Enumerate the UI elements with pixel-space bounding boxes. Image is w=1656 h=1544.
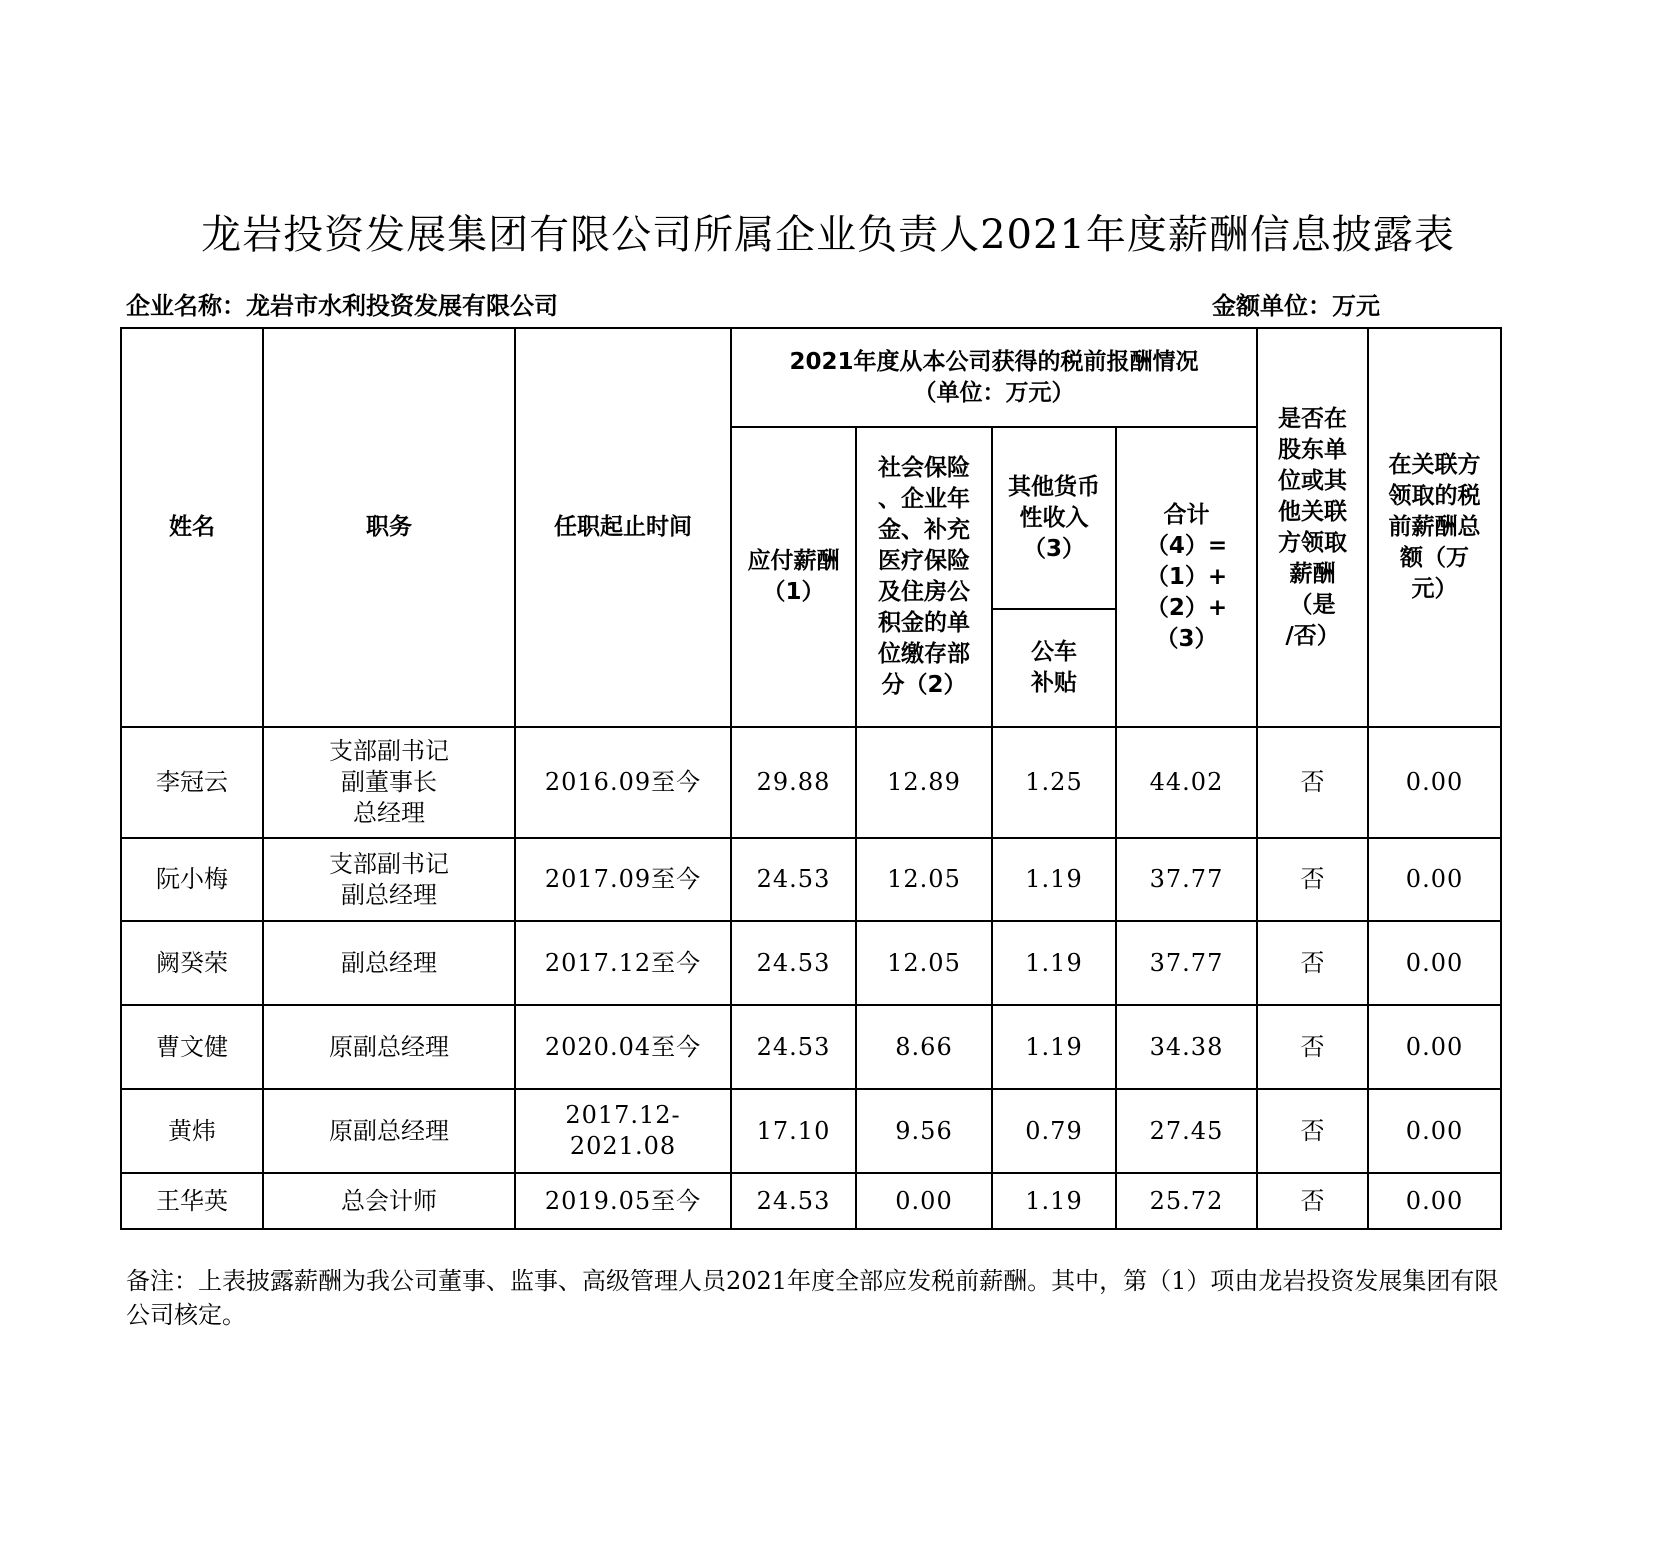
cell-line: 支部副书记 (329, 849, 449, 878)
cell-line: 在关联方 (1388, 452, 1481, 478)
header-row-1 (121, 328, 1501, 427)
cell-salary: 24.53 (731, 921, 856, 1005)
cell-shareholder-pay: 否 (1257, 1005, 1368, 1089)
cell-related-pay: 0.00 (1368, 1173, 1501, 1229)
cell-line: 副总经理 (341, 948, 437, 977)
cell-line: 是否在 (1278, 405, 1348, 432)
cell-shareholder-pay: 否 (1257, 727, 1368, 838)
table-row (121, 921, 1501, 1005)
cell-line: 他关联 (1278, 498, 1348, 525)
cell-name: 李冠云 (121, 727, 263, 838)
cell-line: 股东单 (1278, 436, 1348, 463)
cell-tenure: 2017.12至今 (515, 921, 731, 1005)
cell-line: 金、补充 (878, 517, 970, 543)
cell-line: 薪酬 (1289, 560, 1336, 587)
cell-line: 积金的单 (878, 610, 970, 636)
table-row (121, 1173, 1501, 1229)
cell-line: 位缴存部 (878, 641, 970, 667)
header-tenure: 任职起止时间 (515, 328, 731, 727)
table-body (121, 328, 1501, 1229)
cell-line: （单位：万元） (913, 379, 1075, 406)
cell-position (263, 921, 515, 1005)
cell-line: 位或其 (1278, 467, 1348, 494)
cell-line: 副总经理 (341, 880, 437, 909)
cell-line: 社会保险 (878, 455, 970, 481)
table-row (121, 727, 1501, 838)
header-salary (731, 427, 856, 727)
cell-salary: 24.53 (731, 838, 856, 921)
table-row (121, 1005, 1501, 1089)
header-pretax-group (731, 328, 1257, 427)
cell-line: 、企业年 (878, 486, 970, 512)
page-title: 龙岩投资发展集团有限公司所属企业负责人2021年度薪酬信息披露表 (201, 212, 1455, 258)
cell-car-allowance: 1.25 (992, 727, 1116, 838)
cell-line: 分（2） (881, 672, 967, 698)
cell-line: （是 (1289, 591, 1336, 618)
cell-salary: 17.10 (731, 1089, 856, 1173)
cell-name: 黄炜 (121, 1089, 263, 1173)
header-position: 职务 (263, 328, 515, 727)
cell-car-allowance: 1.19 (992, 838, 1116, 921)
amount-unit-label: 金额单位：万元 (1212, 292, 1380, 320)
company-name-label: 企业名称：龙岩市水利投资发展有限公司 (126, 292, 558, 320)
cell-line: （3） (1022, 535, 1085, 562)
cell-line: （2）+ (1145, 594, 1228, 621)
cell-line: 医疗保险 (878, 548, 970, 574)
cell-total: 34.38 (1116, 1005, 1257, 1089)
cell-line: /否） (1285, 622, 1340, 649)
cell-tenure: 2020.04至今 (515, 1005, 731, 1089)
header-shareholder-pay (1257, 328, 1368, 727)
footnote: 备注：上表披露薪酬为我公司董事、监事、高级管理人员2021年度全部应发税前薪酬。其中，第（1）项由龙岩投资发展集团有限公司核定。 (126, 1267, 1499, 1329)
cell-car-allowance: 1.19 (992, 921, 1116, 1005)
cell-shareholder-pay: 否 (1257, 1089, 1368, 1173)
cell-related-pay: 0.00 (1368, 727, 1501, 838)
cell-insurance: 12.89 (856, 727, 992, 838)
cell-total: 37.77 (1116, 921, 1257, 1005)
cell-line: 2021年度从本公司获得的税前报酬情况 (789, 348, 1199, 375)
cell-total: 27.45 (1116, 1089, 1257, 1173)
cell-line: 总经理 (353, 799, 425, 827)
cell-insurance: 12.05 (856, 921, 992, 1005)
cell-shareholder-pay: 否 (1257, 838, 1368, 921)
cell-line: 原副总经理 (329, 1032, 449, 1061)
cell-line: 性收入 (1019, 504, 1089, 531)
header-other-income (992, 427, 1116, 609)
cell-name: 阙癸荣 (121, 921, 263, 1005)
cell-line: 应付薪酬 (747, 548, 840, 574)
cell-line: （4）= (1145, 532, 1228, 559)
cell-line: 补贴 (1031, 670, 1077, 696)
cell-insurance: 9.56 (856, 1089, 992, 1173)
cell-insurance: 12.05 (856, 838, 992, 921)
cell-line: 原副总经理 (329, 1116, 449, 1145)
cell-car-allowance: 1.19 (992, 1005, 1116, 1089)
cell-salary: 29.88 (731, 727, 856, 838)
cell-line: 元） (1411, 576, 1458, 602)
cell-tenure: 2019.05至今 (515, 1173, 731, 1229)
cell-total: 37.77 (1116, 838, 1257, 921)
cell-position (263, 838, 515, 921)
cell-name: 阮小梅 (121, 838, 263, 921)
cell-name: 曹文健 (121, 1005, 263, 1089)
cell-related-pay: 0.00 (1368, 838, 1501, 921)
cell-line: （1）+ (1145, 563, 1228, 590)
cell-position (263, 1089, 515, 1173)
cell-related-pay: 0.00 (1368, 1089, 1501, 1173)
cell-related-pay: 0.00 (1368, 921, 1501, 1005)
header-total (1116, 427, 1257, 727)
cell-salary: 24.53 (731, 1173, 856, 1229)
cell-line: 公车 (1031, 639, 1077, 665)
header-related-pay (1368, 328, 1501, 727)
cell-line: 及住房公 (878, 579, 970, 605)
cell-total: 25.72 (1116, 1173, 1257, 1229)
cell-name: 王华英 (121, 1173, 263, 1229)
cell-total: 44.02 (1116, 727, 1257, 838)
cell-line: 支部副书记 (329, 737, 449, 765)
cell-position (263, 727, 515, 838)
cell-car-allowance: 1.19 (992, 1173, 1116, 1229)
cell-shareholder-pay: 否 (1257, 921, 1368, 1005)
cell-line: 总会计师 (341, 1186, 437, 1215)
cell-line: 副董事长 (341, 768, 437, 796)
cell-tenure: 2017.12-2021.08 (515, 1089, 731, 1173)
cell-tenure: 2017.09至今 (515, 838, 731, 921)
cell-insurance: 0.00 (856, 1173, 992, 1229)
table-row (121, 1089, 1501, 1173)
cell-position (263, 1173, 515, 1229)
cell-related-pay: 0.00 (1368, 1005, 1501, 1089)
cell-car-allowance: 0.79 (992, 1089, 1116, 1173)
cell-position (263, 1005, 515, 1089)
table-row (121, 838, 1501, 921)
cell-line: 合计 (1163, 501, 1210, 528)
cell-line: （1） (762, 579, 825, 605)
header-name: 姓名 (121, 328, 263, 727)
cell-line: 领取的税 (1388, 483, 1481, 509)
cell-line: 前薪酬总 (1388, 514, 1481, 540)
cell-line: 其他货币 (1008, 473, 1100, 500)
cell-shareholder-pay: 否 (1257, 1173, 1368, 1229)
cell-line: 方领取 (1278, 529, 1348, 556)
header-car-allowance (992, 609, 1116, 727)
cell-insurance: 8.66 (856, 1005, 992, 1089)
cell-line: （3） (1155, 625, 1218, 652)
cell-tenure: 2016.09至今 (515, 727, 731, 838)
compensation-table (120, 327, 1502, 1230)
header-insurance (856, 427, 992, 727)
cell-salary: 24.53 (731, 1005, 856, 1089)
cell-line: 额（万 (1400, 545, 1470, 571)
